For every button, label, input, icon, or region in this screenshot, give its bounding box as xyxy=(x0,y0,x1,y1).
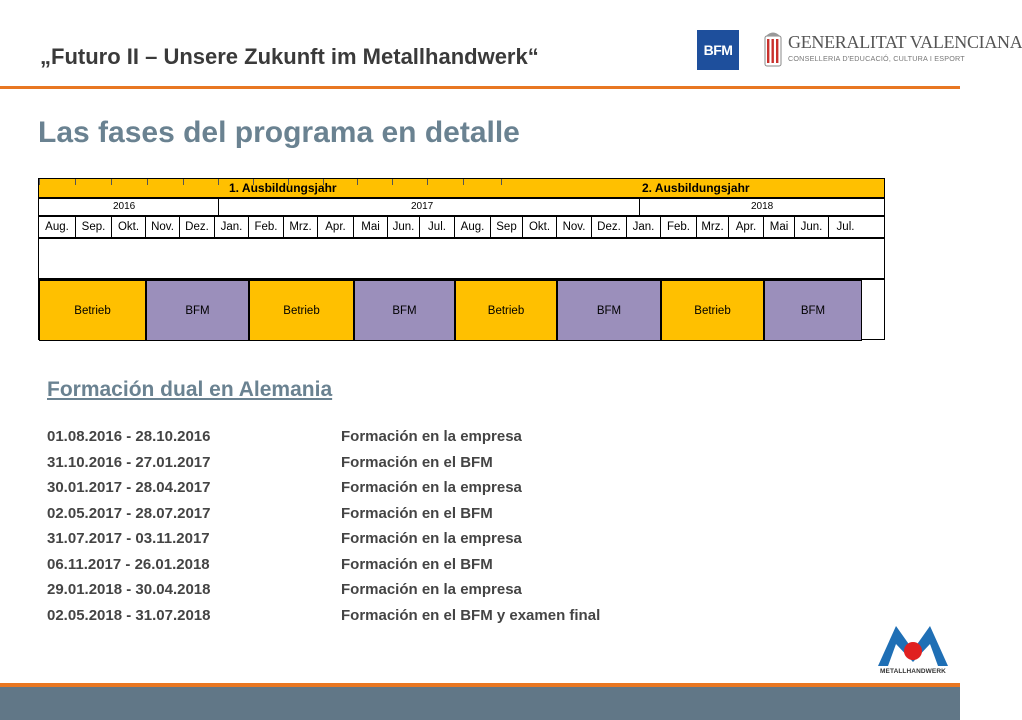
schedule-dates: 02.05.2017 - 28.07.2017 xyxy=(47,504,211,522)
month-cell: Nov. xyxy=(557,217,592,237)
header-rule xyxy=(0,86,960,89)
year-tick xyxy=(147,179,148,185)
schedule-row xyxy=(47,505,687,525)
schedule-dates: 06.11.2017 - 26.01.2018 xyxy=(47,555,210,573)
schedule-description: Formación en la empresa xyxy=(341,581,522,598)
phase-cell: Betrieb xyxy=(455,280,557,341)
schedule-dates: 30.01.2017 - 28.04.2017 xyxy=(47,479,211,496)
month-cell: Jan. xyxy=(627,217,661,237)
schedule-row xyxy=(47,454,687,474)
month-cell: Jul. xyxy=(836,221,855,233)
schedule-dates: 01.08.2016 - 28.10.2016 xyxy=(47,428,211,445)
schedule-row xyxy=(47,581,687,601)
month-cell: Nov. xyxy=(146,217,180,237)
phase-cell: Betrieb xyxy=(661,280,764,341)
calendar-year-label: 2017 xyxy=(411,201,434,212)
phase-cell: BFM xyxy=(146,280,249,341)
schedule-row xyxy=(47,556,687,576)
calendar-year-label: 2016 xyxy=(113,201,136,212)
month-cell: Mai xyxy=(354,217,388,237)
phase-cell: Betrieb xyxy=(39,280,146,341)
month-cell: Jan. xyxy=(215,217,249,237)
schedule-description: Formación en el BFM xyxy=(341,453,493,471)
schedule-description: Formación en la empresa xyxy=(341,530,522,547)
phase-row xyxy=(38,279,885,340)
training-year-label: 2. Ausbildungsjahr xyxy=(642,181,750,195)
month-cell: Dez. xyxy=(592,217,627,237)
month-cell: Dez. xyxy=(180,217,215,237)
schedule-description: Formación en el BFM xyxy=(341,555,493,573)
year-tick xyxy=(39,179,40,185)
calendar-year-divider xyxy=(639,199,640,215)
timeline-table xyxy=(38,178,885,340)
month-cell: Apr. xyxy=(729,217,764,237)
year-tick xyxy=(501,179,502,185)
year-tick xyxy=(218,179,219,185)
phase-cell: Betrieb xyxy=(249,280,354,341)
generalitat-emblem-icon xyxy=(762,30,784,70)
footer-bar xyxy=(0,687,960,720)
schedule-row xyxy=(47,479,687,499)
month-cell: Jun. xyxy=(795,217,829,237)
month-cell: Sep xyxy=(491,217,523,237)
schedule-description: Formación en la empresa xyxy=(341,428,522,445)
schedule-dates: 29.01.2018 - 30.04.2018 xyxy=(47,581,211,598)
schedule-description: Formación en el BFM xyxy=(341,504,493,522)
month-cell: Apr. xyxy=(318,217,354,237)
month-cell: Okt. xyxy=(523,217,557,237)
year-tick xyxy=(463,179,464,185)
month-cell: Sep. xyxy=(76,217,112,237)
month-cell: Mrz. xyxy=(284,217,318,237)
year-tick xyxy=(183,179,184,185)
page-title: Las fases del programa en detalle xyxy=(38,116,520,149)
generalitat-logo xyxy=(762,30,1022,72)
calendar-year-row xyxy=(38,198,885,216)
metallhandwerk-logo xyxy=(874,616,952,680)
year-tick xyxy=(111,179,112,185)
schedule-dates: 02.05.2018 - 31.07.2018 xyxy=(47,606,211,624)
header-title: „Futuro II – Unsere Zukunft im Metallhandwerk“ xyxy=(40,44,539,69)
month-cell: Okt. xyxy=(112,217,146,237)
month-cell: Feb. xyxy=(249,217,284,237)
phase-cell: BFM xyxy=(354,280,455,341)
phase-cell: BFM xyxy=(764,280,862,341)
month-row xyxy=(38,216,885,238)
schedule-row xyxy=(47,607,687,627)
month-cell: Mai xyxy=(764,217,795,237)
training-year-label: 1. Ausbildungsjahr xyxy=(229,181,337,195)
month-cell: Feb. xyxy=(661,217,697,237)
year-tick xyxy=(75,179,76,185)
calendar-year-divider xyxy=(218,199,219,215)
schedule-dates: 31.10.2016 - 27.01.2017 xyxy=(47,453,211,471)
calendar-year-label: 2018 xyxy=(751,201,774,212)
schedule-dates: 31.07.2017 - 03.11.2017 xyxy=(47,530,210,547)
year-tick xyxy=(427,179,428,185)
generalitat-subtitle: CONSELLERIA D'EDUCACIÓ, CULTURA I ESPORT xyxy=(788,54,965,63)
bfm-logo-text: BFM xyxy=(703,42,733,58)
phase-cell: BFM xyxy=(557,280,661,341)
month-cell: Jul. xyxy=(420,217,455,237)
schedule-row xyxy=(47,428,687,448)
month-cell: Aug. xyxy=(455,217,491,237)
section-heading: Formación dual en Alemania xyxy=(47,378,333,401)
year-tick xyxy=(392,179,393,185)
month-cell: Aug. xyxy=(39,217,76,237)
blank-row xyxy=(38,238,885,279)
metallhandwerk-text: METALLHANDWERK xyxy=(880,668,946,675)
bfm-logo xyxy=(697,30,739,70)
month-cell: Jun. xyxy=(388,217,420,237)
schedule-description: Formación en el BFM y examen final xyxy=(341,606,601,624)
schedule-description: Formación en la empresa xyxy=(341,479,522,496)
year-tick xyxy=(357,179,358,185)
training-year-row xyxy=(38,178,885,198)
metallhandwerk-emblem-icon xyxy=(874,616,952,668)
schedule-row xyxy=(47,530,687,550)
month-cell: Mrz. xyxy=(697,217,729,237)
generalitat-title: GENERALITAT VALENCIANA xyxy=(788,32,1022,52)
